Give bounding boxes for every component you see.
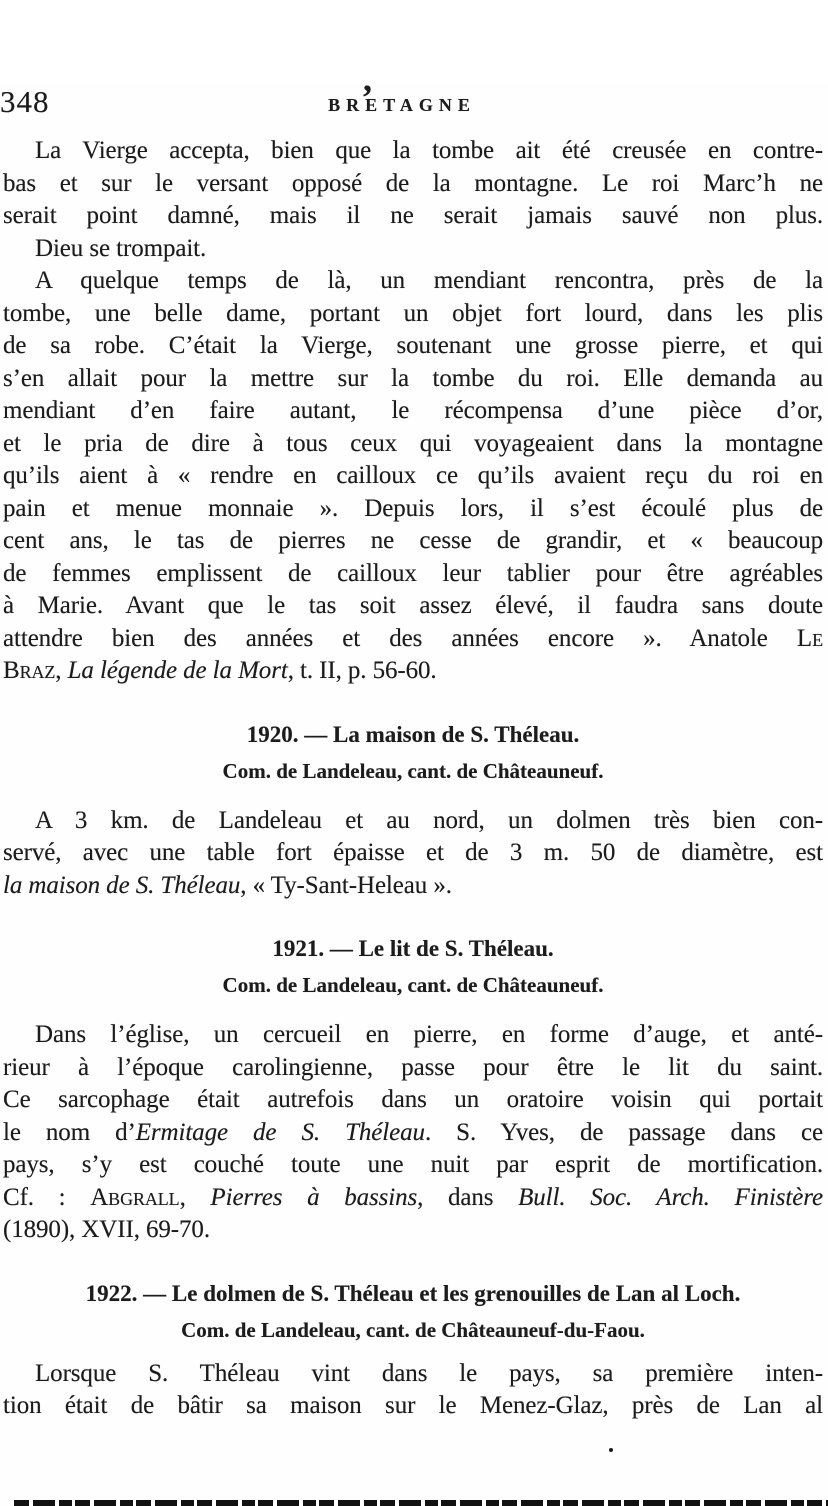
text-run: attendre bien des années et des années encore ». Anatole: [3, 624, 797, 652]
text-line: [3, 460, 823, 493]
text-line: [3, 525, 823, 558]
text-line: [3, 233, 823, 266]
text-run: à Marie. Avant que le tas soit assez élevé, il faudra sans doute: [3, 592, 823, 619]
text-run: qu’ils aient à « rendre en cailloux ce qu’ils avaient reçu du roi en: [3, 462, 823, 489]
text-run: , t. II, p. 56-60.: [287, 657, 437, 684]
section-heading: 1920. — La maison de S. Théleau.: [246, 721, 580, 747]
text-line: [3, 1358, 823, 1391]
text-run: Cf. :: [3, 1183, 91, 1211]
text-run: le nom d’: [3, 1118, 136, 1146]
section-heading: 1922. — Le dolmen de S. Théleau et les grenouilles de Lan al Loch.: [85, 1280, 741, 1306]
text-run: Ce sarcophage était autrefois dans un oratoire voisin qui portait: [3, 1086, 823, 1113]
section-subheading: Com. de Landeleau, cant. de Châteauneuf.: [222, 758, 604, 783]
scan-cutoff-strip: [14, 1500, 828, 1506]
text-run: Braz: [3, 657, 56, 684]
text-run: ,: [179, 1183, 211, 1211]
text-line: [3, 1149, 823, 1182]
section-subheading: Com. de Landeleau, cant. de Châteauneuf.: [222, 973, 604, 997]
text-run: pays, s’y est couché toute une nuit par esprit de mortification.: [3, 1151, 823, 1178]
text-line: [3, 623, 823, 656]
text-line: [3, 1214, 823, 1247]
section-heading: 1921. — Le lit de S. Théleau.: [272, 936, 554, 961]
text-run: rieur à l’époque carolingienne, passe pour être le lit du saint.: [3, 1053, 823, 1081]
text-line: [3, 265, 823, 298]
paragraph-block: [3, 1358, 823, 1423]
text-run: La légende de la Mort: [67, 657, 288, 684]
text-line: [3, 200, 823, 233]
text-run: s’en allait pour la mettre sur la tombe du roi. Elle demanda au: [3, 364, 823, 392]
text-run: , « Ty-Sant-Heleau ».: [240, 871, 452, 899]
text-line: [3, 135, 823, 168]
text-run: de sa robe. C’était la Vierge, soutenant une grosse pierre, et qui: [3, 332, 823, 359]
text-run: . S. Yves, de passage dans ce: [424, 1118, 823, 1146]
text-line: [3, 1084, 823, 1117]
running-header: BRETAGNE: [328, 95, 476, 115]
text-line: [3, 590, 823, 623]
scan-artifact-comma: ,: [363, 59, 372, 99]
text-run: la maison de S. Théleau: [3, 871, 241, 899]
paragraph-block: [3, 135, 823, 688]
text-line: [3, 805, 823, 838]
page-number: 348: [0, 84, 50, 119]
text-run: La Vierge accepta, bien que la tombe ait été creusée en contre-: [35, 137, 823, 164]
text-line: [3, 330, 823, 363]
text-run: Ermitage de S. Théleau: [135, 1118, 425, 1146]
text-line: [3, 428, 823, 461]
section-subheading: Com. de Landeleau, cant. de Châteauneuf-du-Faou.: [181, 1317, 645, 1342]
text-run: Le: [796, 624, 823, 652]
text-line: [3, 1052, 823, 1085]
text-run: Abgrall: [90, 1183, 180, 1211]
text-run: Dieu se trompait.: [35, 234, 207, 262]
scan-artifact-dot: [609, 1448, 613, 1452]
text-run: servé, avec une table fort épaisse et de 3 m. 50 de diamètre, est: [3, 839, 823, 866]
text-run: Pierres à bassins: [210, 1183, 418, 1211]
text-run: (1890), XVII, 69-70.: [3, 1216, 210, 1243]
text-run: tombe, une belle dame, portant un objet fort lourd, dans les plis: [3, 299, 823, 327]
text-line: [3, 1182, 823, 1215]
text-run: mendiant d’en faire autant, le récompensa d’une pièce d’or,: [3, 397, 823, 424]
text-line: [3, 298, 823, 331]
text-line: [3, 558, 823, 591]
text-run: bas et sur le versant opposé de la montagne. Le roi Marc’h ne: [3, 169, 823, 197]
text-run: ,: [55, 657, 68, 684]
page-header: [0, 84, 828, 120]
text-line: [3, 395, 823, 428]
text-run: tion était de bâtir sa maison sur le Menez-Glaz, près de Lan al: [3, 1392, 823, 1419]
text-line: [3, 363, 823, 396]
paragraph-block: [3, 1019, 823, 1247]
text-run: serait point damné, mais il ne serait jamais sauvé non plus.: [3, 202, 823, 229]
text-run: Dans l’église, un cercueil en pierre, en forme d’auge, et anté-: [35, 1021, 823, 1048]
text-run: A 3 km. de Landeleau et au nord, un dolmen très bien con-: [35, 806, 823, 834]
paragraph-block: [3, 805, 823, 903]
text-run: A quelque temps de là, un mendiant rencontra, près de la: [35, 267, 823, 294]
text-run: de femmes emplissent de cailloux leur tablier pour être agréables: [3, 559, 823, 587]
book-page: [0, 59, 828, 1506]
text-line: [3, 655, 823, 688]
text-line: [3, 168, 823, 201]
text-line: [3, 870, 823, 903]
text-line: [3, 1019, 823, 1052]
text-line: [3, 493, 823, 526]
text-line: [3, 1117, 823, 1150]
text-run: et le pria de dire à tous ceux qui voyageaient dans la montagne: [3, 429, 823, 457]
text-run: Bull. Soc. Arch. Finistère: [518, 1183, 823, 1211]
text-line: [3, 837, 823, 870]
text-run: pain et menue monnaie ». Depuis lors, il s’est écoulé plus de: [3, 494, 823, 522]
text-blocks: [3, 135, 823, 1423]
text-line: [3, 1390, 823, 1423]
text-run: , dans: [417, 1183, 519, 1211]
text-run: cent ans, le tas de pierres ne cesse de grandir, et « beaucoup: [3, 527, 823, 554]
text-run: Lorsque S. Théleau vint dans le pays, sa première inten-: [35, 1359, 823, 1387]
